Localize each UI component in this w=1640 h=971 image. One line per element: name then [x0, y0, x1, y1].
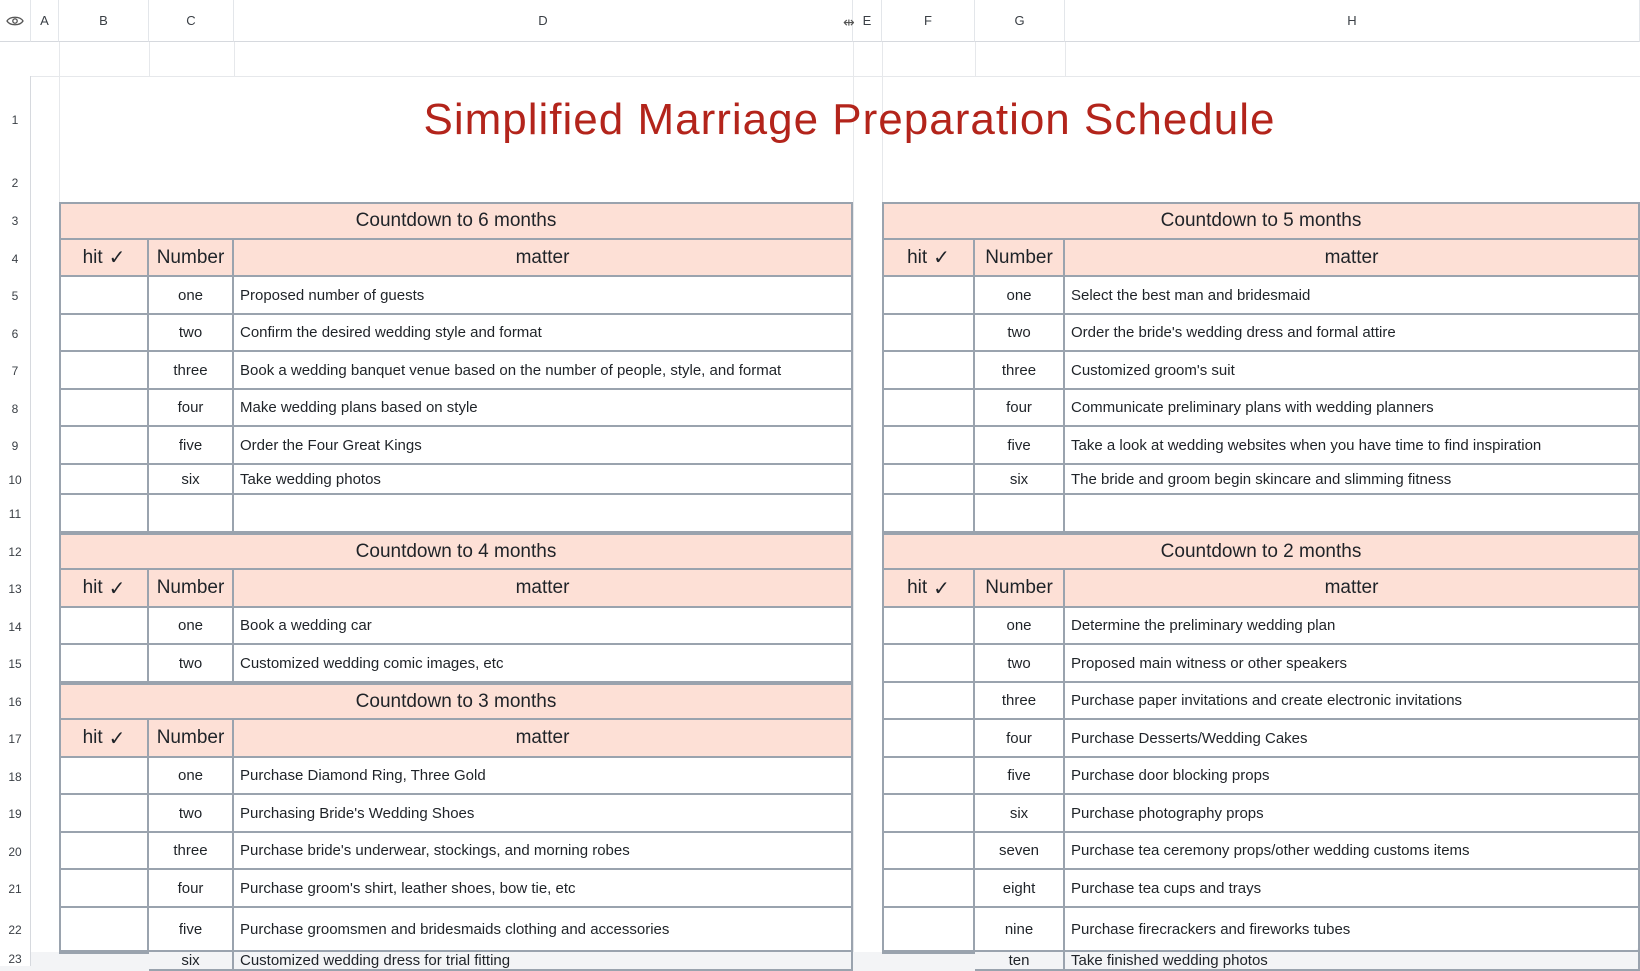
hit-checkbox-cell[interactable]	[882, 390, 975, 427]
item-number[interactable]: ten	[975, 952, 1065, 971]
item-matter[interactable]: Communicate preliminary plans with wedding planners	[1065, 390, 1640, 427]
item-number[interactable]: six	[975, 465, 1065, 495]
hit-checkbox-cell[interactable]	[882, 908, 975, 952]
item-matter[interactable]: Purchase groom's shirt, leather shoes, bow tie, etc	[234, 870, 853, 908]
item-matter[interactable]: Take finished wedding photos	[1065, 952, 1640, 971]
hit-checkbox-cell[interactable]	[882, 952, 975, 954]
item-number[interactable]: two	[975, 645, 1065, 683]
column-label-hit[interactable]	[59, 570, 149, 608]
column-header-a[interactable]: A	[31, 0, 59, 42]
hit-checkbox-cell[interactable]	[882, 645, 975, 683]
item-number[interactable]: three	[975, 683, 1065, 720]
item-matter[interactable]: Purchase door blocking props	[1065, 758, 1640, 795]
row-header-11[interactable]: 11	[0, 495, 31, 533]
row-header-23[interactable]: 23	[0, 952, 31, 966]
column-label-hit[interactable]	[59, 720, 149, 758]
row-header-10[interactable]: 10	[0, 465, 31, 495]
item-matter[interactable]: Purchase Desserts/Wedding Cakes	[1065, 720, 1640, 758]
section-title[interactable]: Countdown to 6 months	[59, 202, 853, 240]
hit-checkbox-cell[interactable]	[59, 427, 149, 465]
row-header-3[interactable]: 3	[0, 202, 31, 240]
item-matter[interactable]: Take a look at wedding websites when you have time to find inspiration	[1065, 427, 1640, 465]
eye-icon[interactable]	[0, 0, 31, 42]
item-number[interactable]: three	[149, 833, 234, 870]
item-matter[interactable]: Order the Four Great Kings	[234, 427, 853, 465]
item-matter[interactable]: Purchase photography props	[1065, 795, 1640, 833]
item-matter[interactable]: Purchase Diamond Ring, Three Gold	[234, 758, 853, 795]
item-number[interactable]: four	[975, 390, 1065, 427]
column-label-hit[interactable]	[882, 570, 975, 608]
item-number[interactable]: three	[975, 352, 1065, 390]
item-matter[interactable]: The bride and groom begin skincare and slimming fitness	[1065, 465, 1640, 495]
hit-checkbox-cell[interactable]	[882, 795, 975, 833]
item-matter[interactable]: Purchase bride's underwear, stockings, and morning robes	[234, 833, 853, 870]
hit-checkbox-cell[interactable]	[882, 315, 975, 352]
item-number[interactable]: four	[149, 870, 234, 908]
empty-cell[interactable]	[1065, 495, 1640, 533]
column-header-d[interactable]: D	[234, 0, 853, 42]
row-header-1[interactable]: 1	[0, 76, 31, 164]
hit-checkbox-cell[interactable]	[882, 352, 975, 390]
item-number[interactable]: five	[975, 427, 1065, 465]
item-number[interactable]: two	[149, 795, 234, 833]
hit-checkbox-cell[interactable]	[59, 277, 149, 315]
hit-checkbox-cell[interactable]	[59, 952, 149, 954]
row-header-7[interactable]: 7	[0, 352, 31, 390]
item-matter[interactable]: Proposed number of guests	[234, 277, 853, 315]
item-matter[interactable]: Purchase paper invitations and create electronic invitations	[1065, 683, 1640, 720]
row-header-13[interactable]: 13	[0, 570, 31, 608]
item-matter[interactable]: Make wedding plans based on style	[234, 390, 853, 427]
column-header-e[interactable]: E	[853, 0, 882, 42]
item-number[interactable]: six	[975, 795, 1065, 833]
gridline	[1065, 42, 1066, 76]
item-number[interactable]: two	[975, 315, 1065, 352]
hit-checkbox-cell[interactable]	[882, 683, 975, 720]
row-header-5[interactable]: 5	[0, 277, 31, 315]
item-number[interactable]: five	[149, 427, 234, 465]
item-matter[interactable]: Order the bride's wedding dress and formal attire	[1065, 315, 1640, 352]
column-label-hit[interactable]	[882, 240, 975, 277]
item-number[interactable]: eight	[975, 870, 1065, 908]
row-header-8[interactable]: 8	[0, 390, 31, 427]
row-header-19[interactable]: 19	[0, 795, 31, 833]
row-header-4[interactable]: 4	[0, 240, 31, 277]
item-number[interactable]: one	[975, 608, 1065, 645]
column-label-hit[interactable]	[59, 240, 149, 277]
gridline	[975, 42, 976, 76]
hit-checkbox-cell[interactable]	[882, 870, 975, 908]
hit-checkbox-cell[interactable]	[59, 465, 149, 495]
item-matter[interactable]: Purchasing Bride's Wedding Shoes	[234, 795, 853, 833]
hit-label: hit	[82, 246, 103, 268]
item-matter[interactable]: Customized groom's suit	[1065, 352, 1640, 390]
hit-checkbox-cell[interactable]	[882, 608, 975, 645]
row-header-21[interactable]: 21	[0, 870, 31, 908]
column-header-h[interactable]: H	[1065, 0, 1640, 42]
sheet-title: Simplified Marriage Preparation Schedule	[423, 95, 1276, 144]
hit-checkbox-cell[interactable]	[59, 608, 149, 645]
row-header-12[interactable]: 12	[0, 533, 31, 570]
item-matter[interactable]: Confirm the desired wedding style and format	[234, 315, 853, 352]
item-number[interactable]: two	[149, 645, 234, 683]
row-header-16[interactable]: 16	[0, 683, 31, 720]
item-number[interactable]: four	[975, 720, 1065, 758]
item-matter[interactable]: Customized wedding comic images, etc	[234, 645, 853, 683]
item-number[interactable]: five	[149, 908, 234, 952]
section-title[interactable]: Countdown to 5 months	[882, 202, 1640, 240]
row-header-18[interactable]: 18	[0, 758, 31, 795]
empty-cell[interactable]	[882, 495, 975, 533]
section-title[interactable]: Countdown to 4 months	[59, 533, 853, 570]
item-number[interactable]: seven	[975, 833, 1065, 870]
item-number[interactable]: four	[149, 390, 234, 427]
item-matter[interactable]: Take wedding photos	[234, 465, 853, 495]
hit-checkbox-cell[interactable]	[59, 795, 149, 833]
hit-checkbox-cell[interactable]	[882, 833, 975, 870]
row-header-9[interactable]: 9	[0, 427, 31, 465]
item-matter[interactable]: Select the best man and bridesmaid	[1065, 277, 1640, 315]
row-header-17[interactable]: 17	[0, 720, 31, 758]
item-number[interactable]: one	[975, 277, 1065, 315]
column-label-matter[interactable]: matter	[234, 570, 853, 608]
column-header-b[interactable]: B	[59, 0, 149, 42]
item-number[interactable]: one	[149, 758, 234, 795]
section-title[interactable]: Countdown to 3 months	[59, 683, 853, 720]
hit-checkbox-cell[interactable]	[59, 352, 149, 390]
item-matter[interactable]: Purchase tea ceremony props/other wedding customs items	[1065, 833, 1640, 870]
section-title[interactable]: Countdown to 2 months	[882, 533, 1640, 570]
empty-cell[interactable]	[975, 495, 1065, 533]
hit-checkbox-cell[interactable]	[59, 390, 149, 427]
item-number[interactable]: three	[149, 352, 234, 390]
column-label-number[interactable]: Number	[975, 240, 1065, 277]
checkmark-icon: ✓	[933, 577, 950, 600]
item-number[interactable]: six	[149, 465, 234, 495]
hit-checkbox-cell[interactable]	[59, 758, 149, 795]
column-label-matter[interactable]: matter	[1065, 570, 1640, 608]
hit-label: hit	[82, 577, 103, 598]
item-matter[interactable]: Purchase firecrackers and fireworks tubes	[1065, 908, 1640, 952]
gridline	[234, 42, 235, 76]
item-matter[interactable]: Determine the preliminary wedding plan	[1065, 608, 1640, 645]
row-header-15[interactable]: 15	[0, 645, 31, 683]
row-header-2[interactable]: 2	[0, 164, 31, 202]
item-matter[interactable]: Purchase tea cups and trays	[1065, 870, 1640, 908]
empty-cell[interactable]	[149, 495, 234, 533]
column-label-number[interactable]: Number	[975, 570, 1065, 608]
column-header-g[interactable]: G	[975, 0, 1065, 42]
hit-checkbox-cell[interactable]	[59, 645, 149, 683]
hit-checkbox-cell[interactable]	[59, 833, 149, 870]
item-number[interactable]: one	[149, 608, 234, 645]
column-label-number[interactable]: Number	[149, 720, 234, 758]
item-number[interactable]: six	[149, 952, 234, 971]
checkmark-icon: ✓	[108, 247, 126, 269]
hit-label: hit	[907, 246, 928, 268]
hit-checkbox-cell[interactable]	[882, 277, 975, 315]
hit-checkbox-cell[interactable]	[59, 315, 149, 352]
checkmark-icon: ✓	[108, 727, 126, 750]
item-number[interactable]: one	[149, 277, 234, 315]
item-number[interactable]: nine	[975, 908, 1065, 952]
column-header-c[interactable]: C	[149, 0, 234, 42]
column-label-matter[interactable]: matter	[1065, 240, 1640, 277]
item-number[interactable]: five	[975, 758, 1065, 795]
item-matter[interactable]: Proposed main witness or other speakers	[1065, 645, 1640, 683]
hit-checkbox-cell[interactable]	[59, 908, 149, 952]
hit-label: hit	[907, 577, 928, 598]
hit-checkbox-cell[interactable]	[882, 427, 975, 465]
row-header-14[interactable]: 14	[0, 608, 31, 645]
hit-checkbox-cell[interactable]	[59, 870, 149, 908]
row-header-6[interactable]: 6	[0, 315, 31, 352]
checkmark-icon: ✓	[933, 247, 950, 269]
empty-cell[interactable]	[59, 495, 149, 533]
gridline	[853, 42, 854, 952]
checkmark-icon: ✓	[108, 577, 126, 600]
row-header-20[interactable]: 20	[0, 833, 31, 870]
item-matter[interactable]: Book a wedding car	[234, 608, 853, 645]
hit-checkbox-cell[interactable]	[882, 465, 975, 495]
item-matter[interactable]: Book a wedding banquet venue based on the number of people, style, and format	[234, 352, 853, 390]
empty-cell[interactable]	[234, 495, 853, 533]
hit-checkbox-cell[interactable]	[882, 758, 975, 795]
column-header-f[interactable]: F	[882, 0, 975, 42]
hit-checkbox-cell[interactable]	[882, 720, 975, 758]
column-label-matter[interactable]: matter	[234, 720, 853, 758]
column-label-number[interactable]: Number	[149, 240, 234, 277]
row-header-22[interactable]: 22	[0, 908, 31, 952]
column-label-matter[interactable]: matter	[234, 240, 853, 277]
item-matter[interactable]: Purchase groomsmen and bridesmaids clothing and accessories	[234, 908, 853, 952]
column-label-number[interactable]: Number	[149, 570, 234, 608]
gridline	[149, 42, 150, 76]
column-resize-icon[interactable]: ⇹	[843, 14, 855, 30]
item-number[interactable]: two	[149, 315, 234, 352]
item-matter[interactable]: Customized wedding dress for trial fitting	[234, 952, 853, 971]
hit-label: hit	[82, 727, 103, 748]
